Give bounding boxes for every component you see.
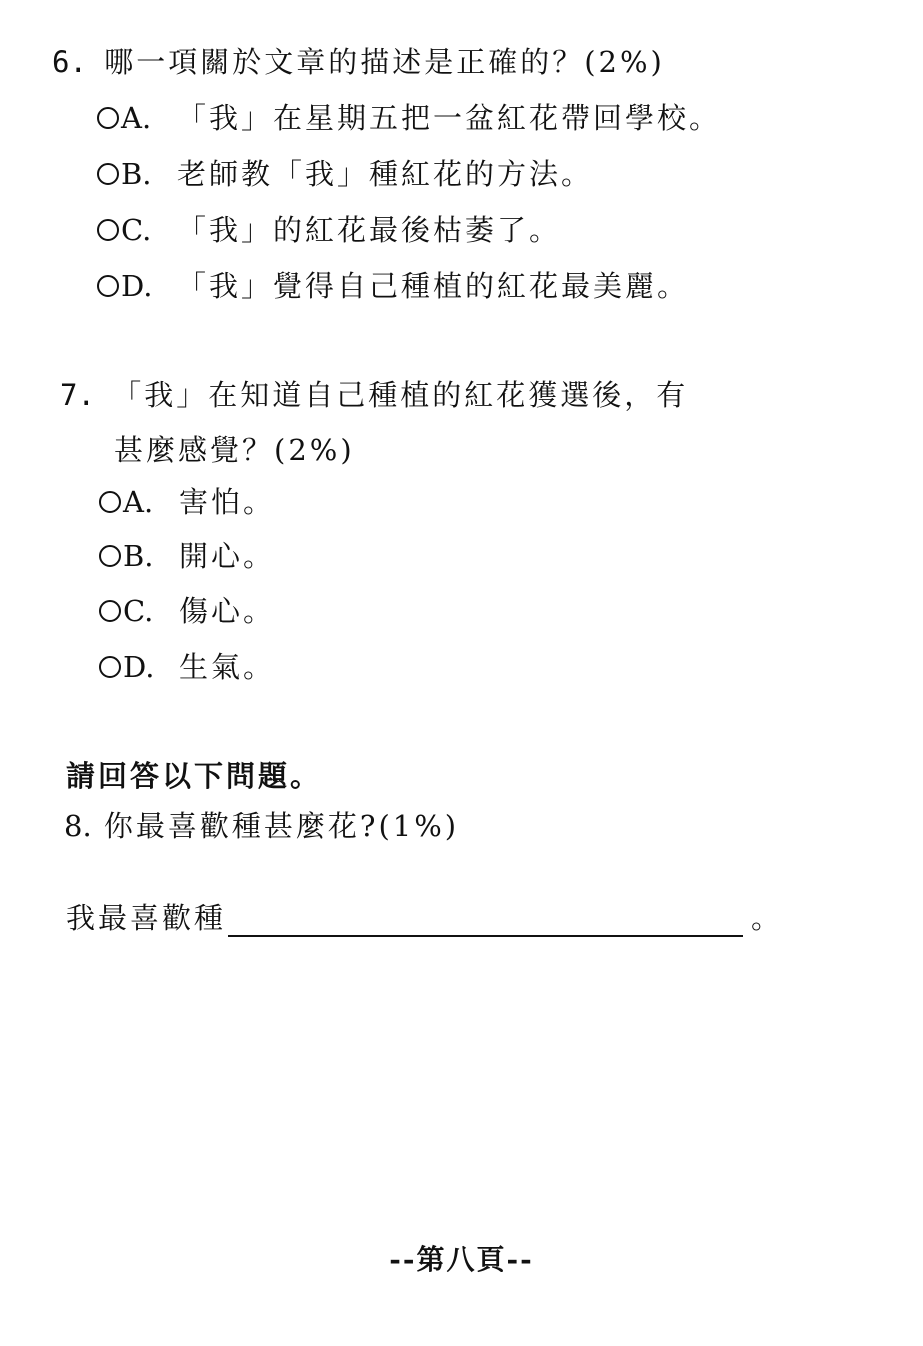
question-text: 「我」在知道自己種植的紅花獲選後，有 [112,378,689,412]
answer-blank-input[interactable] [228,901,743,937]
option-letter: A. [121,101,152,135]
option-text: 「我」的紅花最後枯萎了。 [177,213,562,247]
q7-option-d[interactable] [99,649,275,685]
option-text: 生氣。 [179,650,276,684]
option-text: 開心。 [179,539,276,573]
question-8 [64,808,459,844]
q8-answer-row [66,896,783,937]
radio-circle-icon[interactable] [97,107,119,129]
option-text: 害怕。 [179,485,276,519]
option-text: 老師教「我」種紅花的方法。 [177,157,594,191]
question-text: 你最喜歡種甚麼花?(1%) [103,809,460,843]
q7-option-b[interactable] [99,538,275,574]
option-letter: D. [123,650,155,684]
radio-circle-icon[interactable] [97,163,119,185]
question-7 [60,377,688,413]
q6-option-d[interactable] [97,268,689,304]
question-text-continued: 甚麼感覺？(2%) [114,433,355,467]
option-letter: C. [121,213,152,247]
option-letter: C. [123,594,154,628]
radio-circle-icon[interactable] [97,275,119,297]
q6-option-a[interactable] [97,100,721,136]
question-6 [52,44,665,80]
q6-option-c[interactable] [97,212,561,248]
answer-prefix: 我最喜歡種 [66,901,227,935]
option-text: 「我」覺得自己種植的紅花最美麗。 [177,269,690,303]
section-heading: 請回答以下問題。 [66,759,323,793]
radio-circle-icon[interactable] [99,656,121,678]
option-text: 傷心。 [179,594,276,628]
question-number: 8. [64,809,92,843]
option-text: 「我」在星期五把一盆紅花帶回學校。 [177,101,722,135]
option-letter: D. [121,269,153,303]
q7-option-a[interactable] [99,484,275,520]
q6-option-b[interactable] [97,156,593,192]
radio-circle-icon[interactable] [97,219,119,241]
q7-option-c[interactable] [99,593,275,629]
question-7-continued [114,432,355,468]
option-letter: B. [121,157,152,191]
option-letter: A. [123,485,154,519]
question-number: 7. [60,378,95,412]
radio-circle-icon[interactable] [99,600,121,622]
page-number: --第八頁-- [389,1243,534,1276]
radio-circle-icon[interactable] [99,545,121,567]
question-number: 6. [52,45,87,79]
option-letter: B. [123,539,154,573]
radio-circle-icon[interactable] [99,491,121,513]
answer-suffix: 。 [751,901,784,935]
question-text: 哪一項關於文章的描述是正確的？(2%) [104,45,665,79]
